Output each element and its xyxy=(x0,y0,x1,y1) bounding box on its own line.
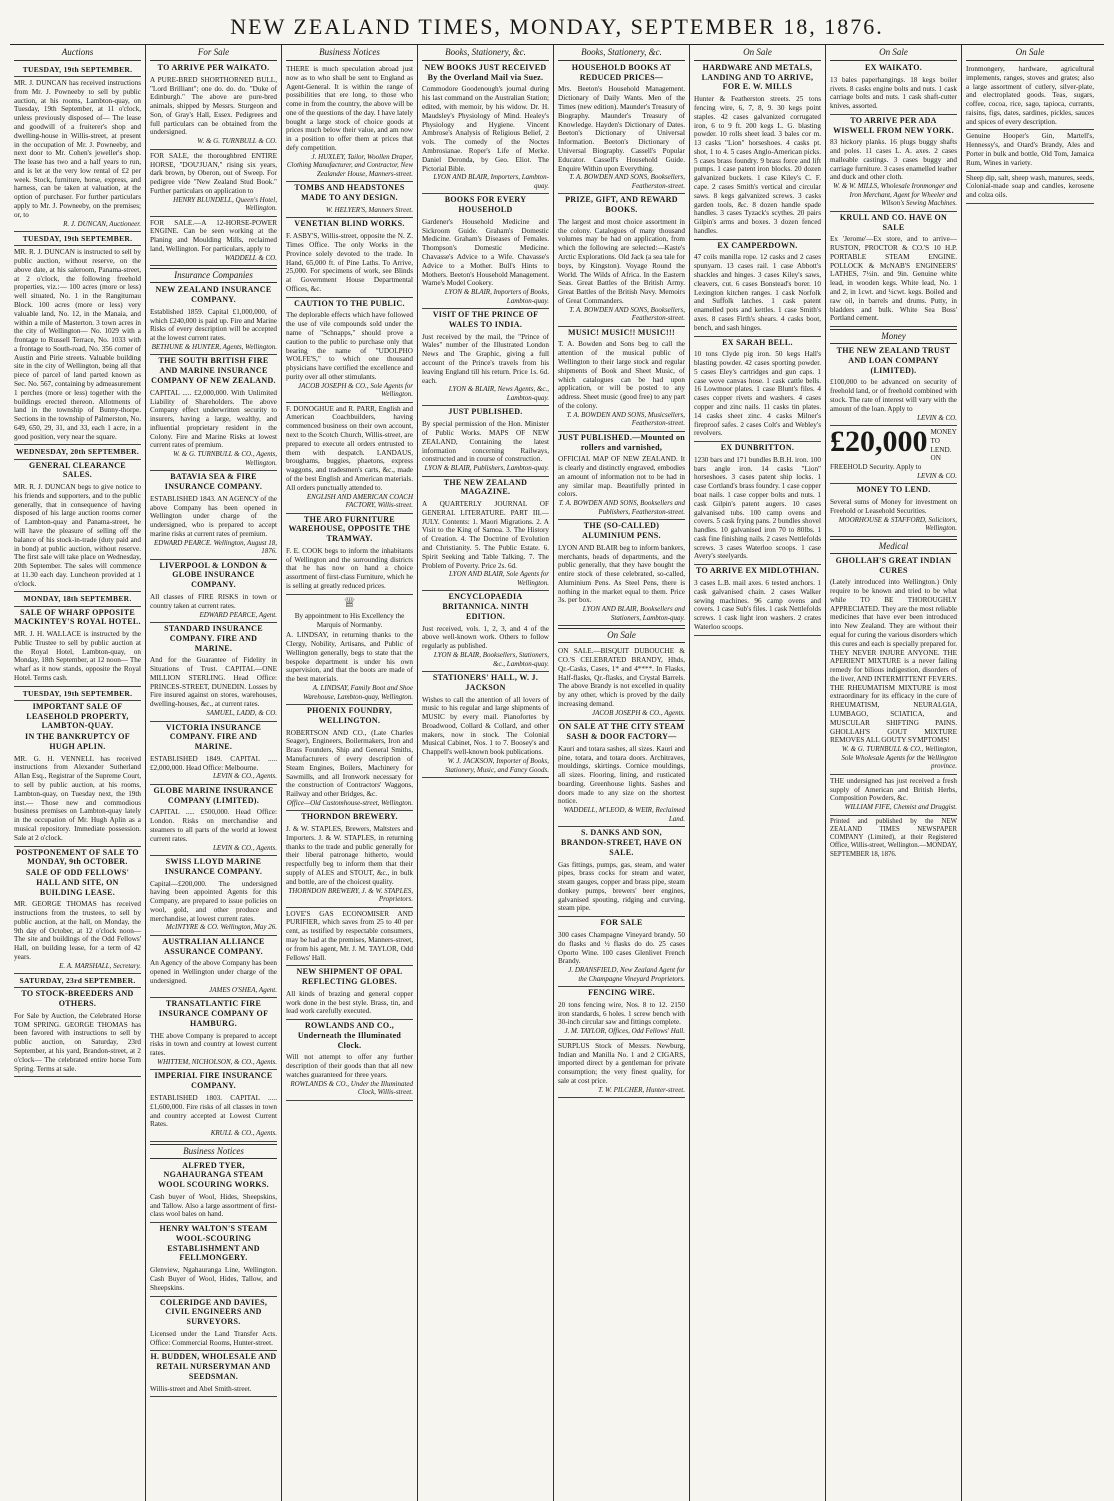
advert-body: A. LINDSAY, in returning thanks to the Clergy, Nobility, Artisans, and Public of Wellington generally, begs to state that the bespoke department is under his own supervision, and that the boots are made of the best materials. xyxy=(286,631,413,684)
advert-body: MR. R. J. DUNCAN is instructed to sell by public auction, without reserve, on the above date, at his saleroom, Panama-street, at 2 o'clock, the following freehold properties, viz.:— 100 acres (more or less) well situated, No. 1 in the Rangitumau Block. 100 acres (more or less) very valuable land, No. 12, in the Manaia, and within a mile of Masterton. 3 town acres in the city of Wellington— No. 1029 with a frontage to Russell Terrace, No. 1033 with a frontage to South-road, No. 356 corner of Austin and Pirie streets. Valuable building site in the city of Wellington, being all that piece of parcel of land parted known as Sec. No. 567, containing by admeasurement 1 perches (more or less) together with the buildings erected thereon. Allotments of land in the township of Bunny-thorpe. Sections in the township of Palmerston, No. 649, 650, 29, 31, and 33, each 1 acre, in a good position, very near the square. xyxy=(14,248,141,441)
advert-body: Gardener's Household Medicine and Sickroom Guide. Graham's Domestic Medicine. Graham's Diseases of Females. Thompson's Domestic Medicine. Chavasse's Advice to a Wife. Chavasse's Advice to a Mother. Bull's Hints to Mothers. Beeton's Household Management. Warne's Model Cookery. xyxy=(422,217,549,288)
advert-body: All kinds of brazing and general copper work done in the best style. Brass, tin, and lead work carefully executed. xyxy=(286,989,413,1016)
advert-title: TRANSATLANTIC FIRE INSURANCE COMPANY OF HAMBURG. xyxy=(158,999,269,1028)
advert-title: VENETIAN BLIND WORKS. xyxy=(294,219,405,229)
advert xyxy=(558,83,685,194)
advert-body: Sheep dip, salt, sheep wash, manures, seeds, Colonial-made soap and candles, kerosene and colza oils. xyxy=(966,173,1094,200)
section-subheading: Medical xyxy=(830,539,957,554)
advert-body: J. & W. STAPLES, Brewers, Maltsters and Importers. J. & W. STAPLES, in returning thanks to the trade and public generally for their liberal patronage hitherto, would respectfully beg to inform them that their supply of ALES and STOUT, &c., in bulk and bottle, are of the choicest quality. xyxy=(286,825,413,886)
advert-title: POSTPONEMENT OF SALE TO MONDAY, 9th OCTOBER. xyxy=(16,847,139,867)
advert-body: ON SALE.—BISQUIT DUBOUCHE & CO.'S CELEBRATED BRANDY, Hhds, Qr.-Casks, Cases, 1* and 4****. In Flasks, Half-flasks, Qr.-flasks, and Crystal Barrels. The above Brandy is not excelled in quality by any other, which is proved by the daily increasing demand. xyxy=(558,647,685,708)
advert xyxy=(694,251,821,336)
advert xyxy=(558,929,685,987)
advert xyxy=(558,542,685,627)
advert xyxy=(830,233,957,327)
advert-body: CAPITAL ..... £500,000. Head Office: London. Risks on merchandise and steamers to all parts of the world at lowest current rates. xyxy=(150,808,277,843)
advert-body: FOR SALE.—A 12-HORSE-POWER ENGINE. Can be seen working at the Planing and Moulding Mills, reclaimed land, Wellington. For particulars, apply to xyxy=(150,218,277,254)
advert xyxy=(558,216,685,327)
advert-signature: J. M. TAYLOR, Offices, Odd Fellows' Hall. xyxy=(564,1027,685,1036)
advert-title: THE NEW ZEALAND MAGAZINE. xyxy=(443,477,528,497)
advert-title: NEW SHIPMENT OF OPAL REFLECTING GLOBES. xyxy=(296,967,403,987)
advert xyxy=(830,775,957,816)
advert-body: Just received, vols. 1, 2, 3, and 4 of the above well-known work. Others to follow regularly as published. xyxy=(422,624,549,651)
sale-date: TUESDAY, 19th SEPTEMBER. xyxy=(14,687,141,701)
advert xyxy=(422,216,549,309)
advert-body: MR. J. H. WALLACE is instructed by the Public Trustee to sell by public auction at the Royal Hotel, Lambton-quay, on Monday, 18th September, at 12 noon— The wharf as it now stands, opposite the Royal Hotel. Terms cash. xyxy=(14,630,141,683)
advert xyxy=(150,654,277,721)
advert xyxy=(150,1092,277,1142)
advert-body: Ex 'Jerome'—Ex store, and to arrive— RUSTON, PROCTOR & CO.'S 10 H.P. PORTABLE STEAM ENGINE. POLLOCK & McNAB'S ENGINEERS' LATHES, 7½in. and 9in. Genuine white lead, in wooden kegs. White lead, No. 1 and 2, in 1cwt. and ¼cwt. kegs. Boiled and raw oil, in barrels and drums. Putty, in bladders and bulk. White Sea Boss' Portland cement. xyxy=(830,235,957,323)
advert-title: HOUSEHOLD BOOKS AT REDUCED PRICES— xyxy=(571,62,672,82)
advert-signature: Office—Old Customhouse-street, Wellington. xyxy=(286,798,413,807)
advert-title: EX DUNBRITTON. xyxy=(720,443,795,453)
advert-body: Genuine Hooper's Gin, Martell's, Hennessy's, and Otard's Brandy, Ales and Porter in bulk and bottle, Old Tom, Jamaica Rum, Wines in variety. xyxy=(966,132,1094,167)
advert-signature: J. HUXLEY, Tailor, Woollen Draper, Clothing Manufacturer, and Contractor, New Zealander House, Manners-street. xyxy=(286,152,413,178)
advert-signature: LEVIN & CO., Agents. xyxy=(212,843,277,852)
advert-title: NEW BOOKS JUST RECEIVED By the Overland Mail via Suez. xyxy=(424,62,547,82)
advert-signature: LYON AND BLAIR, Sole Agents for Wellington. xyxy=(449,570,549,587)
advert-signature: SAMUEL, LADD, & CO. xyxy=(206,709,277,717)
advert xyxy=(286,204,413,219)
advert-body: Several sums of Money for investment on Freehold or Leasehold Securities. xyxy=(830,498,957,515)
advert-body: T. A. Bowden and Sons beg to call the attention of the musical public of Wellington to their large stock and regular shipments of Book and Sheet Music, of which catalogues can be had upon application, or will be posted to any address. Sheet music (good free) to any part of the colony. xyxy=(558,340,685,410)
advert-title: KRULL AND CO. HAVE ON SALE xyxy=(839,212,948,232)
advert xyxy=(830,376,957,426)
sale-date: WEDNESDAY, 20th SEPTEMBER. xyxy=(14,445,141,459)
advert-signature: E. A. MARSHALL, Secretary. xyxy=(59,961,141,970)
advert-title: H. BUDDEN, WHOLESALE AND RETAIL NURSERYMAN AND SEEDSMAN. xyxy=(150,1352,277,1381)
advert xyxy=(150,591,277,623)
advert xyxy=(14,753,141,847)
advert-body: 13 bales paperhangings. 18 kegs boiler rivets. 8 casks engine bolts and nuts. 1 cask carriage bolts and nuts. 1 cask shaft-cutter knives, assorted. xyxy=(830,75,957,111)
advert-body: All classes of FIRE RISKS in town or country taken at current rates. xyxy=(150,592,277,610)
advert xyxy=(286,1051,413,1100)
advert-title: COLERIDGE AND DAVIES, CIVIL ENGINEERS AND SURVEYORS. xyxy=(159,1297,268,1327)
advert-title: MUSIC! MUSIC!! MUSIC!!! xyxy=(568,327,675,337)
advert-signature: EDWARD PEARCE. Wellington, August 18, 1876. xyxy=(154,538,277,556)
advert xyxy=(830,74,957,115)
advert-body: Gas fittings, pumps, gas, steam, and water pipes, brass cocks for steam and water, steam gauges, copper and brass pipe, steam donkey pumps, brewers' beer engines, galvanised spouting, ridging and curving, steam pipe. xyxy=(558,860,685,913)
advert-body: A PURE-BRED SHORTHORNED BULL, "Lord Brilliant"; one do. do. do. "Duke of Edinburgh." The above are pure-bred animals, shipped by Messrs. Sturgeon and Son, of Gray's Hall, Essex. Pedigrees and full particulars can be obtained from the undersigned. xyxy=(150,75,277,137)
advert-signature: R. J. DUNCAN, Auctioneer. xyxy=(63,219,141,228)
advert-signature: W. & G. TURNBULL & CO. xyxy=(197,137,277,146)
advert xyxy=(694,348,821,442)
imprint-note: Printed and published by the NEW ZEALAND TIMES NEWSPAPER COMPANY (Limited), at their Registered Office, Willis-street, Wellington.—MONDAY, SEPTEMBER 18, 1876. xyxy=(830,817,957,858)
advert-title: HENRY WALTON'S STEAM WOOL-SCOURING ESTABLISHMENT AND FELLMONGERY. xyxy=(159,1224,268,1263)
advert-title: FENCING WIRE. xyxy=(588,988,655,998)
column-8 xyxy=(962,45,1098,1501)
advert-signature: HENRY BLUNDELL, Queen's Hotel, Wellington. xyxy=(173,195,277,213)
columns xyxy=(10,45,1104,1501)
advert xyxy=(150,493,277,560)
advert-body: A QUARTERLY JOURNAL OF GENERAL LITERATURE. PART III.—JULY. Contents: 1. Maori Migrations. 2. A Visit to the King of Samoa. 3. The History of Creation. 4. The Doctrine of Evolution and Christianity. 5. The Public Estate. 6. Spirit Seeking and Table Talking. 7. The Problem of Poverty. Price 2s. 6d. xyxy=(422,500,549,570)
advert-body: F. E. COOK begs to inform the inhabitants of Wellington and the surrounding districts that he has now on hand a choice assortment of first-class Furniture, which he is selling at greatly reduced prices. xyxy=(286,546,413,590)
advert-signature: LYON & BLAIR, Publishers, Lambton-quay. xyxy=(424,464,549,473)
advert xyxy=(150,1030,277,1071)
advert xyxy=(14,1010,141,1077)
advert-title: EX WAIKATO. xyxy=(864,62,923,72)
advert-signature: ROWLANDS & CO., Under the Illuminated Clock, Willis-street. xyxy=(290,1079,413,1097)
advert-title: GLOBE MARINE INSURANCE COMPANY (LIMITED). xyxy=(153,785,274,805)
advert-body: 1230 bars and 171 bundles B.B.H. iron. 100 bars angle iron. 14 casks "Lion" horseshoes. 3 cases patent ship locks. 1 case Cortland's brass foundry. 1 case copper boat nails. 1 case copper bolts and nuts. 1 cask Gilpin's patent augers. 10 cases galvanised tubs. 100 camp ovens and covers. 5 cask frying pans. 2 bundles shovel handles. 10 galvanised iron 70 to 80lbs. 1 cask fine finishing nails. 2 cases Nettlefolds screws. 3 cases Waterloo scoops. 1 case Avery's steelyards. xyxy=(694,455,821,561)
advert-title: AUSTRALIAN ALLIANCE ASSURANCE COMPANY. xyxy=(162,936,265,956)
section-subheading: Business Notices xyxy=(150,1144,277,1159)
advert-body: The largest and most choice assortment in the colony. Catalogues of many thousand volumes may be had on application, from which the following are selected:—Kaste's Arctic Explorations. Old Jack (a sea tale for boys, by Kingston). Voyage Round the World. The Wilds of Africa. In the Eastern Seas. Great Battles of the British Army. Great Battles of the British Navy. Memoirs of Great Commanders. xyxy=(558,217,685,305)
advert xyxy=(422,623,549,672)
advert-body: ESTABLISHED 1849. CAPITAL ..... £2,000,000. Head Office: Melbourne. xyxy=(150,754,277,772)
advert-signature: McINTYRE & CO. Wellington, May 26. xyxy=(166,923,277,932)
advert-signature: LEVIN & CO. xyxy=(917,471,957,480)
advert xyxy=(150,753,277,785)
advert xyxy=(286,309,413,402)
advert-title: FOR SALE xyxy=(600,918,643,928)
advert-title: ROWLANDS AND CO., Underneath the Illuminated Clock. xyxy=(297,1021,402,1050)
advert-title: ALFRED TYER, NGAHAURANGA STEAM WOOL SCOURING WORKS. xyxy=(158,1160,269,1190)
advert-body: F. DONOGHUE and R. PARR, English and American Coachbuilders, having commenced business on their own account, next to the Scotch Church, Willis-street, are prepared to execute all orders entrusted to them with despatch. LANDAUS, broughams, buggies, phaetons, express waggons, and tradesmen's carts, &c., made of the best English and American materials. All orders punctually attended to. xyxy=(286,404,413,492)
advert-title: LIVERPOOL & LONDON & GLOBE INSURANCE COMPANY. xyxy=(159,560,268,590)
advert xyxy=(150,878,277,936)
column-heading: For Sale xyxy=(150,45,277,61)
sale-date: MONDAY, 18th SEPTEMBER. xyxy=(14,592,141,606)
advert-title: SWISS LLOYD MARINE INSURANCE COMPANY. xyxy=(164,857,263,876)
advert-title: NEW ZEALAND INSURANCE COMPANY. xyxy=(155,285,272,305)
advert-title: IMPERIAL FIRE INSURANCE COMPANY. xyxy=(154,1071,273,1091)
advert-title: JUST PUBLISHED.—Mounted on rollers and varnished, xyxy=(558,432,686,452)
advert xyxy=(286,545,413,595)
advert xyxy=(14,628,141,687)
advert xyxy=(694,454,821,565)
advert-body: MR. J. DUNCAN has received instructions from Mr. J. Powneeby to sell by public auction, at his rooms, Lambton-quay, on Tuesday, 19th September, at 11 o'clock, unless previously disposed of— The lease and goodwill of a fruiterer's shop and dwelling-house in Willis-street, at present in the occupation of Mr. J. Powneeby, and next door to Mr. Cohen's jeweller's shop. The lease has two and a half years to run, and is let at the very low rental of £2 per week. Stock, furniture, horse, express, and harness, can be taken at valuation, at the option of purchaser. For further particulars apply to Mr. J. Powneeby, on the premises; or, to xyxy=(14,79,141,219)
advert-body: MR. GEORGE THOMAS has received instructions from the trustees, to sell by public auction, at the hall, on Monday, the 9th day of October, at 12 o'clock noon— The site and buildings of the Odd Fellows' Hall, on building lease, for a term of 42 years. xyxy=(14,900,141,961)
advert-signature: A. LINDSAY, Family Boot and Shoe Warehouse, Lambton-quay, Wellington. xyxy=(303,684,413,701)
advert xyxy=(830,576,957,774)
advert xyxy=(150,1328,277,1352)
advert-signature: W. J. JACKSON, Importer of Books, Stationery, Music, and Fancy Goods. xyxy=(444,757,549,774)
advert-signature: T. W. PILCHER, Hunter-street. xyxy=(598,1085,685,1094)
advert-title: VICTORIA INSURANCE COMPANY. FIRE AND MARINE. xyxy=(165,722,262,752)
advert xyxy=(966,63,1094,130)
advert xyxy=(694,93,821,240)
advert xyxy=(558,453,685,520)
advert-body: Cash buyer of Wool, Hides, Sheepskins, and Tallow. Also a large assortment of first-class wool bales on hand. xyxy=(150,1192,277,1219)
advert xyxy=(150,957,277,998)
advert-body: Wishes to call the attention of all lovers of music to his regular and large shipments of MUSIC by every mail. Pianofortes by Broadwood, Collard & Collard, and other makers, now in stock. The Colonial Musical Cabinet, Nos. 1 to 7. Boosey's and Chappell's well-known book publications. xyxy=(422,695,549,757)
column-heading: On Sale xyxy=(830,45,957,61)
advert-signature: T. A. BOWDEN AND SONS, Booksellers, Featherston-street. xyxy=(569,173,685,190)
column-heading: Business Notices xyxy=(286,45,413,61)
advert-title: MONEY TO LEND. xyxy=(856,485,931,495)
column-3 xyxy=(282,45,418,1501)
advert xyxy=(558,859,685,918)
advert-signature: W. HELYER'S, Manners Street. xyxy=(325,205,413,214)
sale-date: TUESDAY, 19th SEPTEMBER. xyxy=(14,232,141,246)
advert-body: ROBERTSON AND CO., (Late Charles Seager), Engineers, Boilermakers, Iron and Brass Founders, Ship and General Smiths, Manufacturers of every description of Steam Engines, Boilers, Machinery for Sawmills, and all Ironwork necessary for the construction of Contractors' Waggons, Railway and other Bridges, &c. xyxy=(286,728,413,799)
advert-body: Established 1859. Capital £1,000,000, of which £240,000 is paid up. Fire and Marine Risks of every description will be accepted at the lowest current rates. xyxy=(150,307,277,343)
advert-signature: MOORHOUSE & STAFFORD, Solicitors, Wellington. xyxy=(838,515,957,533)
advert-body: 20 tons fencing wire, Nos. 8 to 12. 2150 iron standards, 6 holes. 1 screw bench with 30-inch circular saw and fittings complete. xyxy=(558,1000,685,1027)
advert xyxy=(150,806,277,856)
advert-title: PHOENIX FOUNDRY, WELLINGTON. xyxy=(306,706,393,725)
advert-body: Mrs. Beeton's Household Management. Dictionary of Daily Wants. Men of the Times (new edition). Maunder's Treasury of Biography. Maunder's Treasury of Knowledge. Hayden's Dictionary of Dates. Beeton's Dictionary of Universal Information. Beeton's Dictionary of Universal Biography. Cassell's Popular Educator. Cassell's Household Guide. Enquire Within upon Everything. xyxy=(558,85,685,173)
advert-signature: T. A. BOWDEN AND SONS, Musicsellers, Featherston-street. xyxy=(566,410,685,428)
advert-signature: LYON & BLAIR, Booksellers, Stationers, &c., Lambton-quay. xyxy=(433,651,549,668)
advert xyxy=(558,1040,685,1098)
advert-signature: W. & G. TURNBULL & CO., Agents, Wellington. xyxy=(173,450,277,467)
advert-body: THERE is much speculation abroad just now as to who shall be sent to England as Agent-General. It is within the range of possibilities that ere long, to those who come in from the country, the above will be one of the questions of the day. I have lately bought a large stock of choice goods at prices much below their value, and am now in a position to offer them at prices that defy competition. xyxy=(286,64,413,152)
advert-body: For Sale by Auction, the Celebrated Horse TOM SPRING. GEORGE THOMAS has been favored with instructions to sell by public auction, on Saturday, 23rd September, at his yard, Brandon-street, at 2 o'clock— The celebrated entire horse Tom Spring. Terms at sale. xyxy=(14,1011,141,1073)
advert-signature: LYON AND BLAIR, Booksellers and Stationers, Lambton-quay. xyxy=(582,605,685,622)
section-subheading: On Sale xyxy=(558,628,685,643)
advert xyxy=(830,136,957,212)
advert-title: S. DANKS AND SON, BRANDON-STREET, HAVE ON SALE. xyxy=(560,828,683,857)
advert xyxy=(150,1264,277,1296)
advert-signature: LYON & BLAIR, News Agents, &c., Lambton-quay. xyxy=(448,385,549,402)
advert-signature: W. & W. MILLS, Wholesale Ironmonger and Iron Merchant, Agent for Wheeler and Wilson's Sewing Machines. xyxy=(833,182,957,208)
advert-title: ENCYCLOPAEDIA BRITANNICA. NINTH EDITION. xyxy=(442,592,529,621)
column-1 xyxy=(10,45,146,1501)
royal-crest-icon: ♕ xyxy=(343,595,356,611)
advert-body: Willis-street and Abel Smith-street. xyxy=(150,1384,252,1393)
advert-title: IN THE BANKRUPTCY OF HUGH APLIN. xyxy=(25,732,130,751)
advert-signature: LYON & BLAIR, Importers of Books, Lambton-quay. xyxy=(444,288,549,305)
advert-body: ESTABLISHED 1843. AN AGENCY of the above Company has been opened in Wellington under charge of the undersigned, who is prepared to accept marine risks at current rates of premium. xyxy=(150,494,277,538)
advert-signature: JAMES O'SHEA, Agent. xyxy=(209,985,277,994)
advert-body: (Lately introduced into Wellington.) Only require to be known and tried to be what while TO BE THOROUGHLY APPRECIATED. They are the most reliable medicines that have ever been introduced into New Zealand. They are without their equal for curing the various disorders which this cures and each is specially prepared for. THEY NEVER INJURE ANYONE. THE APERIENT MIXTURE is a never failing remedy for bilious indigestion, disorders of the liver, AND INTERMITTENT FEVERS. THE RHEUMATISM MIXTURE is most extraordinary for its efficacy in the cure of RHEUMATISM, NEURALGIA, LUMBAGO, SCIATICA, and MUSCULAR SHIFTING PAINS. GHOLLAH'S GOUT MIXTURE REMOVES ALL GOUTY SYMPTOMS! xyxy=(830,578,957,745)
advert-signature: W. & G. TURNBULL & CO., Wellington, Sole Wholesale Agents for the Wellington province. xyxy=(841,745,957,771)
advert-body: Commodore Goodenough's journal during his last command on the Australian Station; edited, with memoir, by his widow. Dr. H. Maudsley's Physiology of Mind. Healey's Physiology and Hygiene. Vincent Ambrose's Analysis of Religious Belief, 2 vols. The comedy of the Noctes Ambrosianae. Roper's Life of Merke. Daniel Deronda, by Geo. Eliot. The Pictorial Bible. xyxy=(422,85,549,173)
advert-body: LYON AND BLAIR beg to inform bankers, merchants, heads of departments, and the public generally, that they have bought the entire stock of these celebrated, so-called, Aluminium Pens. As Steel Pens, there is nothing in the market equal to them. Price 3s. per box. xyxy=(558,543,685,605)
advert xyxy=(694,577,821,636)
advert xyxy=(286,230,413,297)
advert xyxy=(286,727,413,812)
advert-title: EX SARAH BELL. xyxy=(722,337,793,347)
advert-title: SALE OF WHARF OPPOSITE MACKINTEY'S ROYAL HOTEL. xyxy=(14,607,141,627)
advert-signature: WILLIAM FIFE, Chemist and Druggist. xyxy=(844,803,957,812)
column-heading: Books, Stationery, &c. xyxy=(422,45,549,61)
advert-body: Ironmongery, hardware, agricultural implements, ranges, stoves and grates; also a large assortment of cutlery, silver-plate, and electroplated goods. Teas, sugars, coffee, cocoa, rice, sago, tapioca, currants, raisins, figs, dates, sardines, pickles, sauces and spices of every description. xyxy=(966,64,1094,126)
advert-body: CAPITAL ..... £2,000,000. With Unlimited Liability of Shareholders. The above Company effect underwritten security to insurers, having a large, wealthy, and influential proprietary resident in the Colony. Fire and Marine Risks at lowest current rates of premium. xyxy=(150,388,277,450)
advert-body: By special permission of the Hon. Minister of Public Works. MAPS OF NEW ZEALAND, Containing the latest information concerning Railways, constructed and in course of construction. xyxy=(422,420,549,464)
advert-body: F. ASBY'S, Willis-street, opposite the N. Z. Times Office. The only Works in the Province solely devoted to the trade. In Hand, 65,000 ft. of Pine Laths. To Arrive, 25,000. For specimens of work, see Blinds at Government House Departmental Offices, &c. xyxy=(286,232,413,293)
advert-signature: LEVIN & CO. xyxy=(917,413,957,422)
advert-signature: WHITTEM, NICHOLSON, & CO., Agents. xyxy=(157,1057,277,1066)
advert-title: TOMBS AND HEADSTONES MADE TO ANY DESIGN. xyxy=(294,183,405,203)
advert xyxy=(966,172,1094,204)
advert-title: TO ARRIVE PER ADA WISWELL FROM NEW YORK. xyxy=(833,115,954,135)
advert-title: HARDWARE AND METALS, LANDING AND TO ARRIVE, FOR E. W. MILLS xyxy=(701,62,814,92)
advert xyxy=(14,898,141,974)
sale-date: TUESDAY, 19th SEPTEMBER. xyxy=(14,63,141,77)
advert-signature: WADDELL & CO. xyxy=(224,253,277,262)
advert-body: 47 coils manilla rope. 12 casks and 2 cases spunyarn. 13 cases rail. 1 case Abbott's shackles and hinges. 3 cases Kiley's saws, cleavers, cut. 6 cases Bonstead's borer. 10 Lexington kitchen ranges. 1 cask Norfolk and Suffolk latches. 1 cask patent enamelled pots and kettles. 1 case Smith's axes. 8 cases Firth's shears. 4 casks boot, bench, and sash hinges. xyxy=(694,253,821,332)
advert-body: Hunter & Featherston streets. 25 tons fencing wire, 6, 7, 8, 9. 30 kegs point staples. 42 cases galvanized corrugated iron, 6 to 9 ft. 200 kegs L. G. blasting powder. 10 rolls sheet lead. 3 bales cor m. 13 casks "Lion" horseshoes. 4 casks pt. shot, 1 to 4. 5 cases Anglo-American picks. 5 cases brass foundry. 9 brass force and lift pumps. 1 case patent iron blocks. 20 dozen galvanized buckets. 1 case Kiley's C. F. cape. 2 cases Smith's vertical and circular saws. 8 kegs galvanized screws. 3 casks garden tools, &c. 8 dozen handle spade handles. 3 cases Tyzack's scythes. 20 pairs Gilpin's arms and boxes. 3 dozen fenced handles. xyxy=(694,95,821,235)
advert-title: IMPORTANT SALE OF LEASEHOLD PROPERTY, LAMBTON-QUAY. xyxy=(26,701,129,731)
loan-amount: £20,000 xyxy=(830,425,928,459)
money-advert xyxy=(830,426,957,484)
advert-body: 10 tons Clyde pig iron. 50 kegs Hall's blasting powder. 42 cases sporting powder. 5 cases Eley's cartridges and gun caps. 1 case wove canvas hose. 1 cask cattle bells. 16 Lowmoor plates. 1 case Blunt's files. 4 cases copper rivets and washers. 4 cases copper and zinc nails. 11 casks tin plates. 14 casks sheet zinc. 4 casks Milner's fireproof safes. 2 cases Colt's and Webley's revolvers. xyxy=(694,350,821,438)
advert-body: And for the Guarantee of Fidelity in Situations of Trust. CAPITAL—ONE MILLION STERLING. Head Office: PRINCES-STREET, DUNEDIN. Losses by Fire insured against on stores, warehouses, dwelling-houses, &c., at current rates. xyxy=(150,656,277,709)
column-4 xyxy=(418,45,554,1501)
masthead: NEW ZEALAND TIMES, MONDAY, SEPTEMBER 18, 1876. xyxy=(10,10,1104,45)
advert-title: EX CAMPERDOWN. xyxy=(717,240,798,250)
advert xyxy=(286,629,413,705)
advert-signature: JACOB JOSEPH & CO., Sole Agents for Wellington. xyxy=(298,381,413,399)
advert-title: THE ARO FURNITURE WAREHOUSE, OPPOSITE THE TRAMWAY. xyxy=(288,514,411,544)
advert-body: MONEY TO LEND. ON FREEHOLD Security. Apply to xyxy=(830,428,957,472)
advert xyxy=(830,496,957,537)
advert xyxy=(150,1191,277,1223)
advert-title: SALE OF ODD FELLOWS' HALL AND SITE, ON BUILDING LEASE. xyxy=(25,868,130,897)
advert-body: Capital—£200,000. The undersigned having been appointed Agents for this Company, are prepared to issue policies on wool, gold, and other produce and merchandise, at lowest current rates. xyxy=(150,879,277,923)
advert xyxy=(150,217,277,267)
advert xyxy=(422,694,549,779)
advert-title: THE (SO-CALLED) ALUMINIUM PENS. xyxy=(582,521,661,540)
column-5 xyxy=(554,45,690,1501)
advert-title: STATIONERS' HALL, W. J. JACKSON xyxy=(432,673,539,692)
advert-body: 83 hickory planks. 16 plugs buggy shafts and poles. 11 cases L. A. axes. 2 cases malleable castings. 3 cases buggy and carriage furniture. 3 cases enamelled leather and duck and other cloth. xyxy=(830,138,957,182)
advert-body: Just received by the mail, the "Prince of Wales" number of the Illustrated London News and The Graphic, giving a full account of the Prince's travels from his leaving England till his return. Price 1s. 6d. each. xyxy=(422,332,549,385)
advert xyxy=(286,908,413,967)
advert-body: 300 cases Champagne Vineyard brandy. 50 do flasks and ½ flasks do do. 25 cases Oporto Wine. 100 cases Glenlivet French Brandy. xyxy=(558,930,685,966)
advert-signature: ENGLISH AND AMERICAN COACH FACTORY, Willis-street. xyxy=(306,492,413,510)
column-7 xyxy=(826,45,962,1501)
advert-body: £100,000 to be advanced on security of freehold land, or of freehold combined with stock. The rate of interest will vary with the amount of the loan. Apply to xyxy=(830,378,957,413)
advert-body: Will not attempt to offer any further description of their goods than that all new watches guaranteed for three years. xyxy=(286,1053,413,1080)
advert-body: Glenview, Ngahauranga Line, Wellington. Cash Buyer of Wool, Hides, Tallow, and Sheepskins. xyxy=(150,1266,277,1292)
advert-signature: EDWARD PEARCE, Agent. xyxy=(199,610,277,619)
column-2 xyxy=(146,45,282,1501)
advert xyxy=(150,74,277,150)
advert xyxy=(422,498,549,591)
advert-title: BATAVIA SEA & FIRE INSURANCE COMPANY. xyxy=(164,472,263,491)
advert-title: TO ARRIVE PER WAIKATO. xyxy=(157,62,270,72)
advert-body: Licensed under the Land Transfer Acts. Office: Commercial Rooms, Hunter-street. xyxy=(150,1329,277,1347)
advert xyxy=(14,481,141,592)
advert-body: An Agency of the above Company has been opened in Wellington under charge of the undersigned. xyxy=(150,959,277,986)
advert-signature: T. A. BOWDEN AND SONS, Booksellers and Publishers, Featherston-street. xyxy=(558,499,685,516)
advert-title: PRIZE, GIFT, AND REWARD BOOKS. xyxy=(565,195,678,215)
appointment-text: By appointment to His Excellency the Marquis of Normanby. xyxy=(294,611,405,629)
advert-signature: JACOB JOSEPH & CO., Agents. xyxy=(592,708,685,717)
advert-body: FOR SALE, the thoroughbred ENTIRE HORSE, "DOU'JUAN," rising six years, dark brown, by Oberon, out of Sweep. For pedigree vide "New Zealand Stud Book." Further particulars on application to xyxy=(150,151,277,195)
advert xyxy=(422,83,549,194)
advert-body: MR. G. H. VENNELL has received instructions from Alexander Sutherland Allan Esq., Registrar of the Supreme Court, to sell by public auction, at his rooms, Lambton-quay, on Tuesday next, the 19th inst.— Those new and commodious business premises on Lambton-quay lately in the occupation of Mr. Hugh Aplin as a musical repository. Immediate possession. Sale at 2 o'clock. xyxy=(14,754,141,842)
advert-body: 3 cases L.B. mail axes. 6 tested anchors. 1 cask galvanised chain. 2 cases Walker sewing machines. 96 camp ovens and covers. 1 case Sub's files. 1 cask Nettlefolds screws. 1 cask light iron washers. 2 crates Waterloo scoops. xyxy=(694,578,821,631)
advert-body: ESTABLISHED 1803. CAPITAL ..... £1,600,000. Fire risks of all classes in town and country accepted at Lowest Current Rates. xyxy=(150,1093,277,1129)
advert-title: VISIT OF THE PRINCE OF WALES TO INDIA. xyxy=(432,310,539,329)
advert xyxy=(14,246,141,445)
advert-title: TO ARRIVE EX MIDLOTHIAN. xyxy=(695,566,820,576)
advert xyxy=(966,130,1094,171)
advert xyxy=(286,823,413,908)
advert-title: GHOLLAH'S GREAT INDIAN CURES xyxy=(835,555,952,575)
advert-signature: WADDELL, M'LEOD, & WEIR, Reclaimed Land. xyxy=(563,806,685,823)
advert-title: BOOKS FOR EVERY HOUSEHOLD xyxy=(444,195,527,215)
advert-body: The deplorable effects which have followed the use of vile compounds sold under the name of "Schnapps," should prove a caution to the public to purchase only that bearing the name of "UDOLPHO WOLFE'S," to which one thousand physicians have certified the excellence and purity over all other stimulants. xyxy=(286,311,413,381)
advert xyxy=(150,387,277,472)
advert xyxy=(286,63,413,182)
column-6 xyxy=(690,45,826,1501)
advert xyxy=(422,331,549,407)
section-subheading: Insurance Companies xyxy=(150,268,277,283)
advert-title: THE SOUTH BRITISH FIRE AND MARINE INSURANCE COMPANY OF NEW ZEALAND. xyxy=(151,356,276,385)
advert xyxy=(286,403,413,514)
advert xyxy=(558,743,685,828)
advert-signature: KRULL & CO., Agents. xyxy=(210,1129,277,1138)
advert-title: THE NEW ZEALAND TRUST AND LOAN COMPANY (LIMITED). xyxy=(836,346,951,375)
column-heading: On Sale xyxy=(694,45,821,61)
advert-signature: BETHUNE & HUNTER, Agents, Wellington. xyxy=(151,342,277,351)
advert-body: SURPLUS Stock of Messrs. Newburg, Indian and Manilla No. 1 and 2 CIGARS, imported direct by a gentleman for private consumption; the very finest quality, for sale at cost price. xyxy=(558,1041,685,1085)
advert xyxy=(558,338,685,431)
advert-title: STANDARD INSURANCE COMPANY. FIRE AND MARINE. xyxy=(164,624,263,653)
advert-body: THE above Company is prepared to accept risks in town and country at lowest current rates. xyxy=(150,1031,277,1058)
advert-signature: T. A. BOWDEN AND SONS, Booksellers, Featherston-street. xyxy=(569,305,685,323)
advert-body: LOVE'S GAS ECONOMISER AND PURIFIER, which saves from 25 to 40 per cent, as testified by respectable consumers, may be had at the premises, Manners-street, or from his agent, Mr. J. M. TAYLOR, Odd Fellows' Hall. xyxy=(286,909,413,962)
advert-title: CAUTION TO THE PUBLIC. xyxy=(294,298,405,308)
advert-body: Kauri and totara sashes, all sizes. Kauri and pine, totara, and totara doors. Architraves, mouldings, skirtings. Cornice mouldings, all sizes. Flooring, lining, and rusticated boarding. Greenhouse lights. Sashes and doors made to any size on the shortest notice. xyxy=(558,744,685,806)
advert-signature: THORNDON BREWERY, J. & W. STAPLES, Proprietors. xyxy=(288,886,413,904)
advert-signature: J. DRANSFIELD, New Zealand Agent for the Champagne Vineyard Proprietors. xyxy=(568,966,685,983)
advert-signature: LEVIN & CO., Agents. xyxy=(212,772,277,781)
advert xyxy=(558,999,685,1040)
advert-signature: LYON AND BLAIR, Importers, Lambton-quay. xyxy=(433,173,549,190)
advert xyxy=(558,645,685,721)
advert-title: TO STOCK-BREEDERS AND OTHERS. xyxy=(21,989,134,1009)
advert-body: THE undersigned has just received a fresh supply of American and British Herbs, Composition Powders, &c. xyxy=(830,776,957,803)
advert-body: OFFICIAL MAP OF NEW ZEALAND. It is clearly and distinctly engraved, embodies an amount of information not to be had in any similar map. Beautifully printed in colors. xyxy=(558,455,685,499)
column-heading: Auctions xyxy=(14,45,141,61)
advert-body: MR. R. J. DUNCAN begs to give notice to his friends and supporters, and to the public generally, that in consequence of having disposed of his large auction rooms corner of Lambton-quay and Panama-street, he will have the pleasure of selling off the balance of his stock-in-trade (duty paid and in bond) at public auction, without reserve. The first sale will take place on Wednesday, 20th September. The sales will commence at 11.30 each day. Luncheon provided at 1 o'clock. xyxy=(14,483,141,588)
column-heading: On Sale xyxy=(966,45,1094,61)
advert-title: ON SALE AT THE CITY STEAM SASH & DOOR FACTORY— xyxy=(558,722,685,741)
advert-title: JUST PUBLISHED. xyxy=(448,407,523,417)
advert-title: THORNDON BREWERY. xyxy=(301,812,398,822)
section-subheading: Money xyxy=(830,329,957,344)
advert xyxy=(422,418,549,476)
advert xyxy=(14,77,141,232)
advert-title: GENERAL CLEARANCE SALES. xyxy=(29,460,126,480)
advert xyxy=(286,988,413,1020)
advert xyxy=(150,1383,277,1398)
sale-date: SATURDAY, 23rd SEPTEMBER. xyxy=(14,974,141,988)
advert xyxy=(150,306,277,356)
advert xyxy=(150,150,277,217)
column-heading: Books, Stationery, &c. xyxy=(558,45,685,61)
